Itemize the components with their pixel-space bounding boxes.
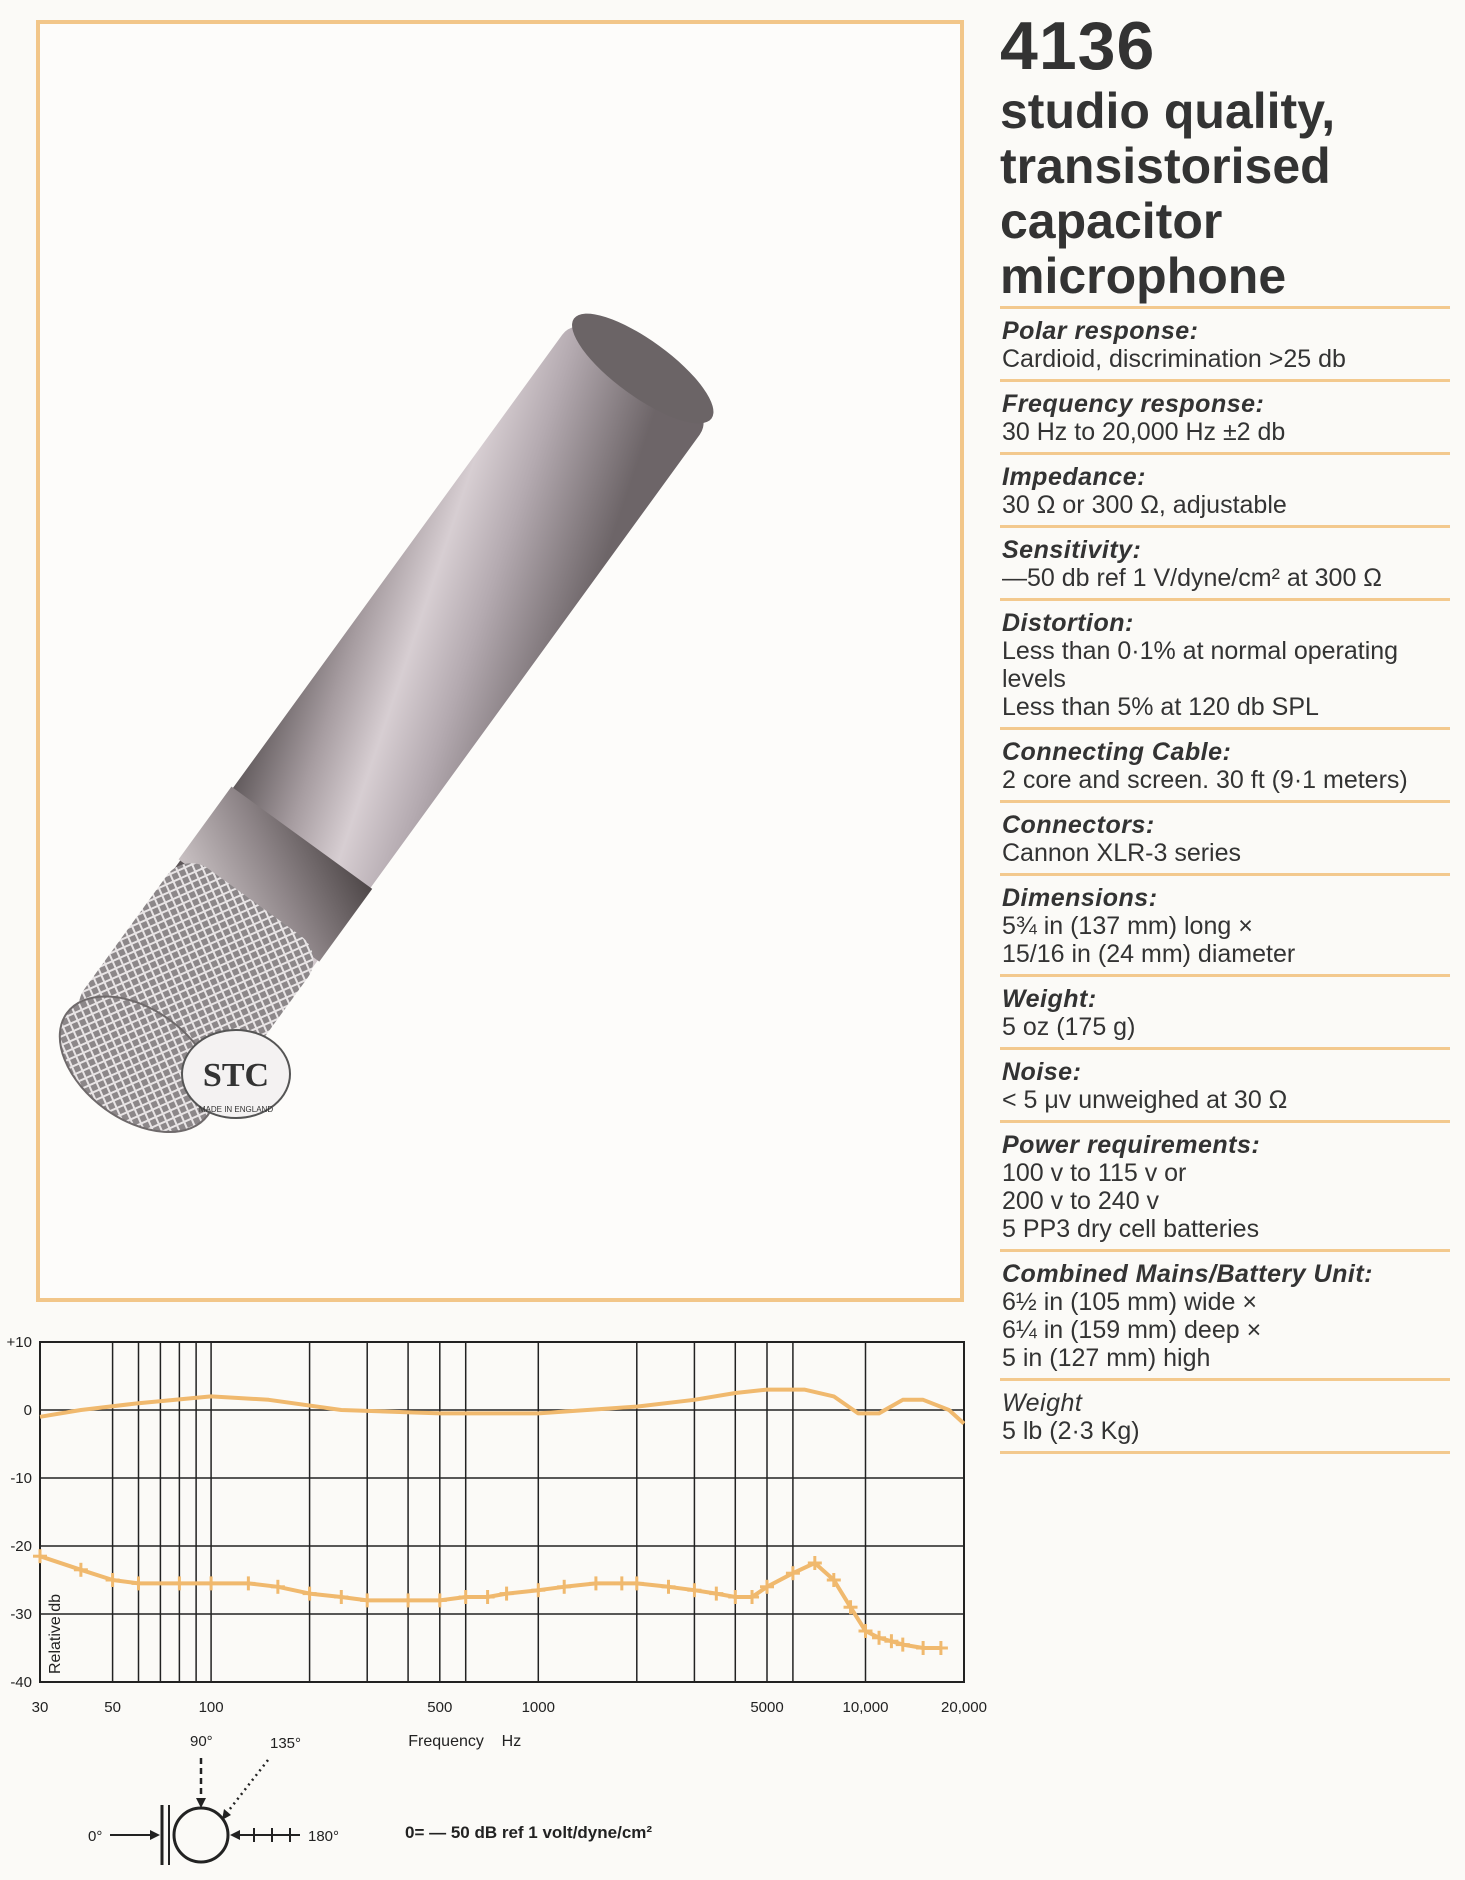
spec-item bbox=[1000, 452, 1450, 525]
spec-label: Sensitivity: bbox=[1002, 536, 1142, 564]
spec-label: Weight bbox=[1002, 1389, 1083, 1417]
data-point-cross bbox=[662, 1580, 676, 1594]
spec-item bbox=[1000, 1120, 1450, 1249]
data-point-cross bbox=[709, 1587, 723, 1601]
spec-item bbox=[1000, 800, 1450, 873]
title-line-4: microphone bbox=[1000, 248, 1287, 304]
arrow-0-head bbox=[150, 1830, 160, 1840]
spec-item bbox=[1000, 873, 1450, 974]
polar-legend bbox=[0, 1720, 1000, 1870]
spec-value: 6½ in (105 mm) wide × bbox=[1002, 1288, 1257, 1316]
data-point-cross bbox=[916, 1641, 930, 1655]
spec-value: 5¾ in (137 mm) long × bbox=[1002, 912, 1253, 940]
spec-item bbox=[1000, 598, 1450, 727]
model-number: 4136 bbox=[1000, 8, 1156, 84]
spec-value: Less than 0·1% at normal operating bbox=[1002, 637, 1399, 665]
spec-value: 6¼ in (159 mm) deep × bbox=[1002, 1316, 1262, 1344]
y-tick-label: +10 bbox=[6, 1334, 32, 1351]
x-tick-label: 5000 bbox=[750, 1699, 784, 1716]
spec-value: Cannon XLR-3 series bbox=[1002, 839, 1242, 867]
data-point-cross bbox=[401, 1593, 415, 1607]
data-point-cross bbox=[33, 1549, 47, 1563]
data-point-cross bbox=[531, 1583, 545, 1597]
x-tick-label: 100 bbox=[198, 1699, 224, 1716]
series-line-1 bbox=[40, 1556, 941, 1648]
spec-label: Connecting Cable: bbox=[1002, 738, 1232, 766]
spec-item bbox=[1000, 727, 1450, 800]
spec-value: 100 v to 115 v or bbox=[1002, 1159, 1187, 1187]
x-tick-label: 500 bbox=[427, 1699, 453, 1716]
data-point-cross bbox=[630, 1576, 644, 1590]
product-photo bbox=[36, 20, 964, 1302]
data-point-cross bbox=[557, 1580, 571, 1594]
spec-label: Distortion: bbox=[1002, 609, 1134, 637]
spec-label: Noise: bbox=[1002, 1058, 1082, 1086]
spec-label: Power requirements: bbox=[1002, 1131, 1261, 1159]
stc-logo-text: STC bbox=[202, 1057, 270, 1094]
mic-symbol-circle bbox=[174, 1808, 228, 1862]
specifications-list bbox=[1000, 306, 1450, 1454]
x-tick-label: 50 bbox=[104, 1699, 121, 1716]
y-tick-label: -40 bbox=[10, 1674, 32, 1691]
data-point-cross bbox=[786, 1566, 800, 1580]
data-point-cross bbox=[271, 1580, 285, 1594]
spec-label: Frequency response: bbox=[1002, 390, 1265, 418]
spec-label: Connectors: bbox=[1002, 811, 1155, 839]
spec-item bbox=[1000, 1047, 1450, 1120]
chart-series bbox=[33, 1390, 964, 1655]
arrow-135-deg bbox=[226, 1760, 268, 1814]
spec-label: Impedance: bbox=[1002, 463, 1146, 491]
spec-value: < 5 μv unweighed at 30 Ω bbox=[1002, 1086, 1288, 1114]
reference-note: 0= — 50 dB ref 1 volt/dyne/cm² bbox=[405, 1823, 653, 1842]
arrow-180-head bbox=[230, 1830, 240, 1840]
data-point-cross bbox=[728, 1590, 742, 1604]
data-point-cross bbox=[872, 1631, 886, 1645]
title-line-2: transistorised bbox=[1000, 138, 1331, 194]
chart-ticks bbox=[7, 1334, 987, 1716]
data-point-cross bbox=[241, 1576, 255, 1590]
y-tick-label: -30 bbox=[10, 1606, 32, 1623]
data-point-cross bbox=[934, 1641, 948, 1655]
spec-item bbox=[1000, 379, 1450, 452]
spec-value: 30 Ω or 300 Ω, adjustable bbox=[1002, 491, 1287, 519]
data-point-cross bbox=[360, 1593, 374, 1607]
x-tick-label: 10,000 bbox=[842, 1699, 889, 1716]
y-axis-label: Relative db bbox=[47, 1593, 64, 1674]
x-tick-label: 30 bbox=[31, 1699, 49, 1716]
arrow-90-head bbox=[196, 1798, 206, 1808]
data-point-cross bbox=[204, 1576, 218, 1590]
spec-item bbox=[1000, 974, 1450, 1047]
data-point-cross bbox=[74, 1563, 88, 1577]
data-point-cross bbox=[459, 1590, 473, 1604]
data-point-cross bbox=[687, 1583, 701, 1597]
data-point-cross bbox=[615, 1576, 629, 1590]
spec-value: 5 in (127 mm) high bbox=[1002, 1344, 1211, 1372]
data-point-cross bbox=[131, 1576, 145, 1590]
spec-value: 200 v to 240 v bbox=[1002, 1187, 1160, 1215]
angle-90-label: 90° bbox=[190, 1733, 213, 1750]
data-point-cross bbox=[481, 1590, 495, 1604]
spec-item bbox=[1000, 306, 1450, 379]
x-tick-label: 20,000 bbox=[941, 1699, 987, 1716]
y-tick-label: -20 bbox=[10, 1538, 32, 1555]
title-block bbox=[1000, 8, 1440, 304]
arrow-135-head bbox=[222, 1809, 231, 1820]
data-point-cross bbox=[303, 1587, 317, 1601]
made-in-england-text: MADE IN ENGLAND bbox=[198, 1105, 274, 1114]
title-line-3: capacitor bbox=[1000, 193, 1223, 249]
spec-value: 5 lb (2·3 Kg) bbox=[1002, 1417, 1140, 1445]
spec-value: 30 Hz to 20,000 Hz ±2 db bbox=[1002, 418, 1286, 446]
spec-item bbox=[1000, 525, 1450, 598]
y-tick-label: -10 bbox=[10, 1470, 32, 1487]
spec-value: 5 oz (175 g) bbox=[1002, 1013, 1136, 1041]
data-point-cross bbox=[433, 1593, 447, 1607]
spec-value: levels bbox=[1002, 665, 1066, 693]
x-axis-label: Frequency Hz bbox=[408, 1733, 522, 1750]
data-point-cross bbox=[106, 1573, 120, 1587]
spec-value: 5 PP3 dry cell batteries bbox=[1002, 1215, 1260, 1243]
spec-label: Dimensions: bbox=[1002, 884, 1158, 912]
data-point-cross bbox=[172, 1576, 186, 1590]
spec-value: 2 core and screen. 30 ft (9·1 meters) bbox=[1002, 766, 1408, 794]
series-line-0 bbox=[40, 1390, 964, 1424]
x-tick-label: 1000 bbox=[521, 1699, 555, 1716]
spec-label: Polar response: bbox=[1002, 317, 1199, 345]
spec-value: Cardioid, discrimination >25 db bbox=[1002, 345, 1346, 373]
angle-180-label: 180° bbox=[308, 1828, 340, 1845]
spec-value: Less than 5% at 120 db SPL bbox=[1002, 693, 1319, 721]
data-point-cross bbox=[500, 1587, 514, 1601]
spec-item bbox=[1000, 1249, 1450, 1378]
microphone-illustration bbox=[40, 24, 960, 1298]
spec-label: Weight: bbox=[1002, 985, 1097, 1013]
y-tick-label: 0 bbox=[23, 1402, 32, 1419]
spec-item bbox=[1000, 1378, 1450, 1454]
stc-badge bbox=[182, 1030, 290, 1118]
spec-value: 15/16 in (24 mm) diameter bbox=[1002, 940, 1296, 968]
data-point-cross bbox=[334, 1590, 348, 1604]
spec-label: Combined Mains/Battery Unit: bbox=[1002, 1260, 1373, 1288]
data-point-cross bbox=[589, 1576, 603, 1590]
title-line-1: studio quality, bbox=[1000, 83, 1336, 139]
angle-0-label: 0° bbox=[88, 1828, 103, 1845]
angle-135-label: 135° bbox=[270, 1735, 302, 1752]
data-point-cross bbox=[896, 1638, 910, 1652]
spec-value: —50 db ref 1 V/dyne/cm² at 300 Ω bbox=[1002, 564, 1382, 592]
